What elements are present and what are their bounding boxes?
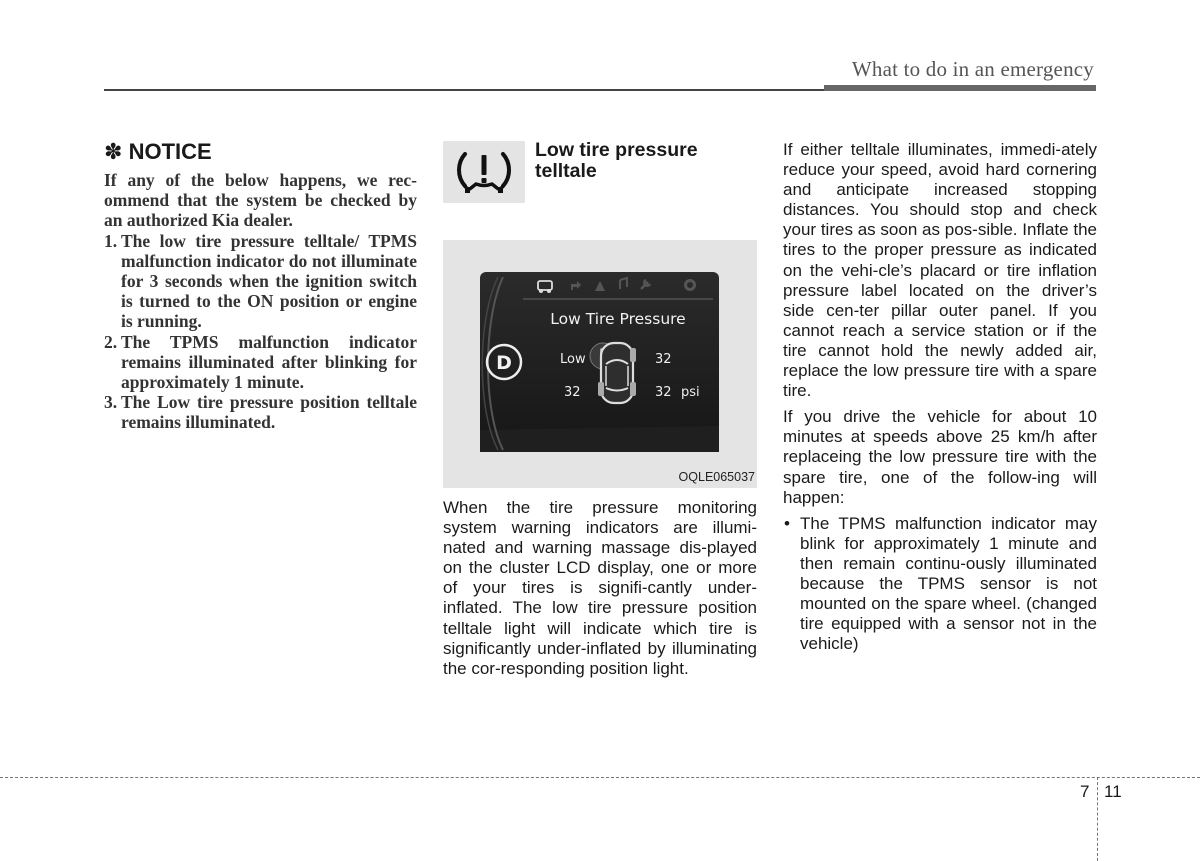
notice-title: NOTICE <box>128 139 212 164</box>
notice-item <box>104 332 417 393</box>
rear-left-pressure: 32 <box>564 385 581 400</box>
notice-column <box>104 140 417 433</box>
telltale-heading: Low tire pressure telltale <box>535 139 698 182</box>
notice-item <box>104 392 417 432</box>
gear-indicator: D <box>496 352 512 374</box>
figure-code: OQLE065037 <box>678 470 755 484</box>
rear-right-pressure: 32 <box>655 385 672 400</box>
bullet-icon: • <box>784 513 790 533</box>
notice-item-text: The Low tire pressure position telltale remains illuminated. <box>121 392 417 433</box>
instructions-column <box>783 140 1097 660</box>
notice-item <box>104 231 417 332</box>
low-label: Low <box>560 352 586 367</box>
section-title: What to do in an emergency <box>851 57 1094 81</box>
bullet-text: The TPMS malfunction indicator may blink for approximately 1 minute and then remain continu-ously illuminated because the TPMS sensor is not mounted on the spare wheel. (changed tire equipped with a sensor not in the vehicle) <box>800 513 1097 654</box>
notice-heading <box>104 140 417 164</box>
notice-item-number: 1. <box>104 230 118 251</box>
low-tire-pressure-icon <box>443 141 525 203</box>
notice-item-number: 2. <box>104 331 118 352</box>
header-rule-accent <box>824 85 1096 91</box>
warning-paragraph: When the tire pressure monitoring system warning indicators are illumi-nated and warning massage dis-played on the cluster LCD display, one or more of your tires is signifi-cantly under-inflated. The low tire pressure position telltale light will indicate which tire is significantly under-inflated by illuminating the cor-responding position light. <box>443 498 757 678</box>
telltale-action-paragraph: If either telltale illuminates, immedi-ately reduce your speed, avoid hard cornering and anticipate increased stopping distances. You should stop and check your tires as soon as pos-sible. Inflate the tires to the proper pressure as indicated on the vehi-cle’s placard or tire inflation pressure label located on the driver’s side cen-ter pillar outer panel. If you cannot reach a service station or if the tire cannot hold the newly added air, replace the low pressure tire with a spare tire. <box>783 140 1097 401</box>
front-right-pressure: 32 <box>655 352 672 367</box>
page-number: 11 <box>1104 782 1122 801</box>
telltale-icon-box <box>443 141 525 203</box>
notice-intro: If any of the below happens, we rec-ommend that the system be checked by an authorized Kia dealer. <box>104 170 417 231</box>
footer-divider <box>1097 777 1098 861</box>
footer-rule <box>0 777 1200 778</box>
spare-tire-paragraph: If you drive the vehicle for about 10 minutes at speeds above 25 km/h after replaceing the low pressure tire with the spare tire, one of the follow-ing will happen: <box>783 407 1097 507</box>
notice-list <box>104 231 417 433</box>
pressure-unit: psi <box>681 385 700 400</box>
notice-symbol-icon: ✽ <box>104 139 123 164</box>
chapter-number: 7 <box>1080 782 1090 801</box>
cluster-title: Low Tire Pressure <box>550 310 686 328</box>
notice-item-text: The TPMS malfunction indicator remains illuminated after blinking for approximately 1 minute. <box>121 331 417 393</box>
notice-item-text: The low tire pressure telltale/ TPMS malfunction indicator do not illuminate for 3 seconds when the ignition switch is turned to the ON position or engine is running. <box>121 230 417 332</box>
list-item <box>783 514 1097 655</box>
notice-item-number: 3. <box>104 392 118 413</box>
cluster-figure <box>443 240 757 488</box>
cluster-display-illustration <box>443 240 757 488</box>
